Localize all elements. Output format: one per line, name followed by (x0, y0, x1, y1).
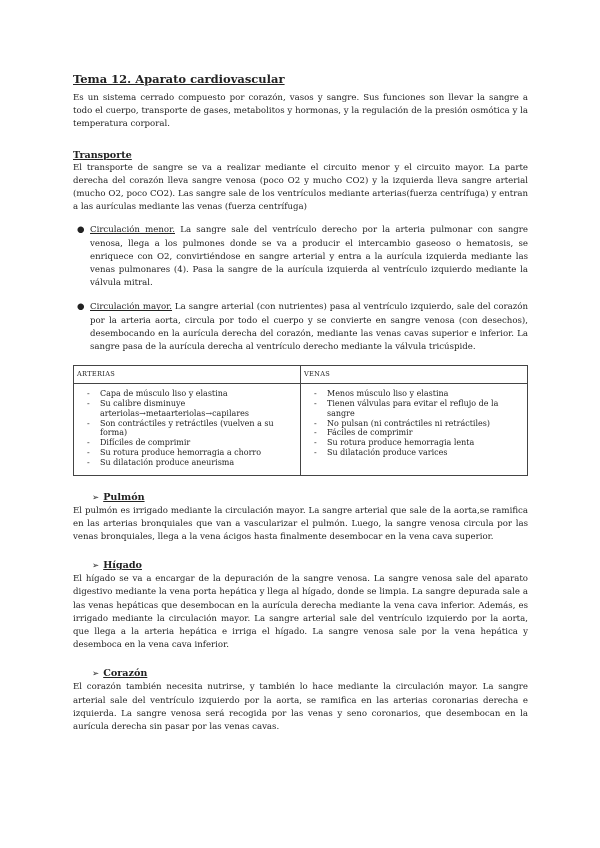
list-item-text: Tienen válvulas para evitar el reflujo de la sangre (327, 399, 499, 418)
arrow-bullet-icon: ➢ (92, 561, 100, 572)
list-item (305, 448, 523, 458)
table-header-row (74, 366, 528, 384)
list-item (78, 389, 296, 399)
arrow-bullet-icon: ➢ (92, 492, 100, 503)
transporte-paragraph: El transporte de sangre se va a realizar mediante el circuito menor y el circuito mayor. La parte derecha del corazón lleva sangre venosa (poco O2 y mucho CO2) y la izquierda lleva sangre arterial (mucho O2, poco CO2). Las sangre sale de los ventrículos mediante arterias(fuerza centrífuga) y entran a las aurículas mediante las venas (fuerza centrífuga) (73, 162, 528, 213)
dash-icon: - (87, 438, 90, 448)
arrow-bullet-icon: ➢ (92, 669, 100, 680)
dash-icon: - (87, 448, 90, 458)
dash-icon: - (314, 389, 317, 399)
document-content (73, 72, 528, 734)
section-title-pulmon (73, 491, 528, 505)
list-item (78, 458, 296, 468)
list-item-text: Su dilatación produce aneurisma (100, 457, 235, 467)
table-cell-arterias (74, 384, 301, 475)
table-header-arterias: ARTERIAS (77, 370, 116, 379)
higado-paragraph: El hígado se va a encargar de la depuración de la sangre venosa. La sangre venosa sale del aparato digestivo mediante la vena porta hepática y llega al hígado, donde se limpia. La sangre depurada sale a las venas hepáticas que desembocan en la aurícula derecha mediante la vena cava inferior. Además, es irrigado mediante la circulación mayor. La sangre arterial sale del ventrículo izquierdo por la aorta, que llega a la arteria hepática e irriga el hígado. La sangre venosa sale por la vena hepática y desemboca en la vena cava inferior. (73, 574, 528, 651)
list-item-text: Su calibre disminuye arteriolas→metaarteriolas→capilares (100, 399, 249, 418)
list-item (78, 438, 296, 448)
dash-icon: - (87, 457, 90, 467)
section-title-transporte: Transporte (73, 149, 132, 161)
table-row (74, 384, 528, 475)
intro-paragraph: Es un sistema cerrado compuesto por corazón, vasos y sangre. Sus funciones son llevar la sangre a todo el cuerpo, transporte de gases, metabolitos y hormonas, y la regulación de la presión osmótica y la temperatura corporal. (73, 93, 528, 130)
section-title-higado (73, 559, 528, 573)
dash-icon: - (314, 438, 317, 448)
dash-icon: - (314, 399, 317, 409)
corazon-paragraph: El corazón también necesita nutrirse, y también lo hace mediante la circulación mayor. La sangre arterial sale del ventrículo izquierdo por la aorta, se ramifica en las arterias coronarias derecha e izquierda. La sangre venosa será recogida por las venas y seno coronarios, que desembocan en la aurícula derecha sin pasar por las venas cavas. (73, 682, 528, 733)
list-item (305, 399, 523, 419)
bullet-icon: ● (77, 225, 85, 236)
list-item-text: Difíciles de comprimir (100, 438, 191, 448)
page-title: Tema 12. Aparato cardiovascular (73, 72, 285, 86)
bullet-icon: ● (77, 302, 85, 313)
list-item-text: Fáciles de comprimir (327, 428, 413, 438)
list-item-text (90, 224, 528, 290)
table-cell (301, 366, 528, 384)
table-header-venas: VENAS (304, 370, 331, 379)
list-item-text: Su rotura produce hemorragia a chorro (100, 448, 262, 458)
section-title-text: Corazón (103, 668, 148, 680)
arterias-venas-table (73, 365, 528, 475)
dash-icon: - (87, 389, 90, 399)
list-item (305, 419, 523, 429)
venas-list (301, 384, 527, 465)
list-item-text: No pulsan (ni contráctiles ni retráctiles) (327, 418, 490, 428)
dash-icon: - (314, 448, 317, 458)
list-item-text: Capa de músculo liso y elastina (100, 389, 228, 399)
list-item (305, 438, 523, 448)
list-item (305, 428, 523, 438)
list-item-circulacion-menor (73, 224, 528, 290)
list-item (78, 399, 296, 419)
pulmon-paragraph: El pulmón es irrigado mediante la circulación mayor. La sangre arterial que sale de la aorta,se ramifica en las arterias bronquiales que van a vascularizar el pulmón. Luego, la sangre venosa circula por las venas bronquiales, llega a la vena ácigos hasta finalmente desembocar en la vena cava superior. (73, 505, 528, 543)
dash-icon: - (314, 418, 317, 428)
list-item-body: La sangre sale del ventrículo derecho por la arteria pulmonar con sangre venosa, llega a los pulmones donde se va a producir el intercambio gaseoso o hematosis, se enriquece con O2, convirtiéndose en sangre arterial y entra a la aurícula izquierda mediante las venas pulmonares (4). Pasa la sangre de la aurícula izquierda al ventrículo izquierdo mediante la válvula mitral. (90, 225, 528, 289)
section-title-text: Pulmón (103, 491, 145, 503)
list-item-text: Son contráctiles y retráctiles (vuelven a su forma) (100, 418, 274, 438)
list-item-label: Circulación mayor. (90, 302, 173, 313)
circulation-list (73, 224, 528, 354)
list-item-text: Su dilatación produce varices (327, 448, 448, 458)
table-cell (74, 366, 301, 384)
list-item (305, 389, 523, 399)
list-item (78, 448, 296, 458)
list-item-body: La sangre arterial (con nutrientes) pasa al ventrículo izquierdo, sale del corazón por la arteria aorta, circula por todo el cuerpo y se convierte en sangre venosa (con desechos), desembocando en la aurícula derecha del corazón, mediante las venas cavas superior e inferior. La sangre pasa de la aurícula derecha al ventrículo derecho mediante la válvula tricúspide. (90, 302, 528, 353)
list-item-text: Su rotura produce hemorragia lenta (327, 438, 475, 448)
section-title-text: Hígado (103, 560, 142, 572)
arterias-list (74, 384, 300, 474)
dash-icon: - (87, 418, 90, 428)
list-item-label: Circulación menor. (90, 225, 175, 236)
list-item-text (90, 301, 528, 354)
dash-icon: - (87, 399, 90, 409)
list-item-circulacion-mayor (73, 301, 528, 354)
dash-icon: - (314, 428, 317, 438)
section-title-corazon (73, 667, 528, 681)
list-item (78, 419, 296, 439)
list-item-text: Menos músculo liso y elastina (327, 389, 449, 399)
table-cell-venas (301, 384, 528, 475)
